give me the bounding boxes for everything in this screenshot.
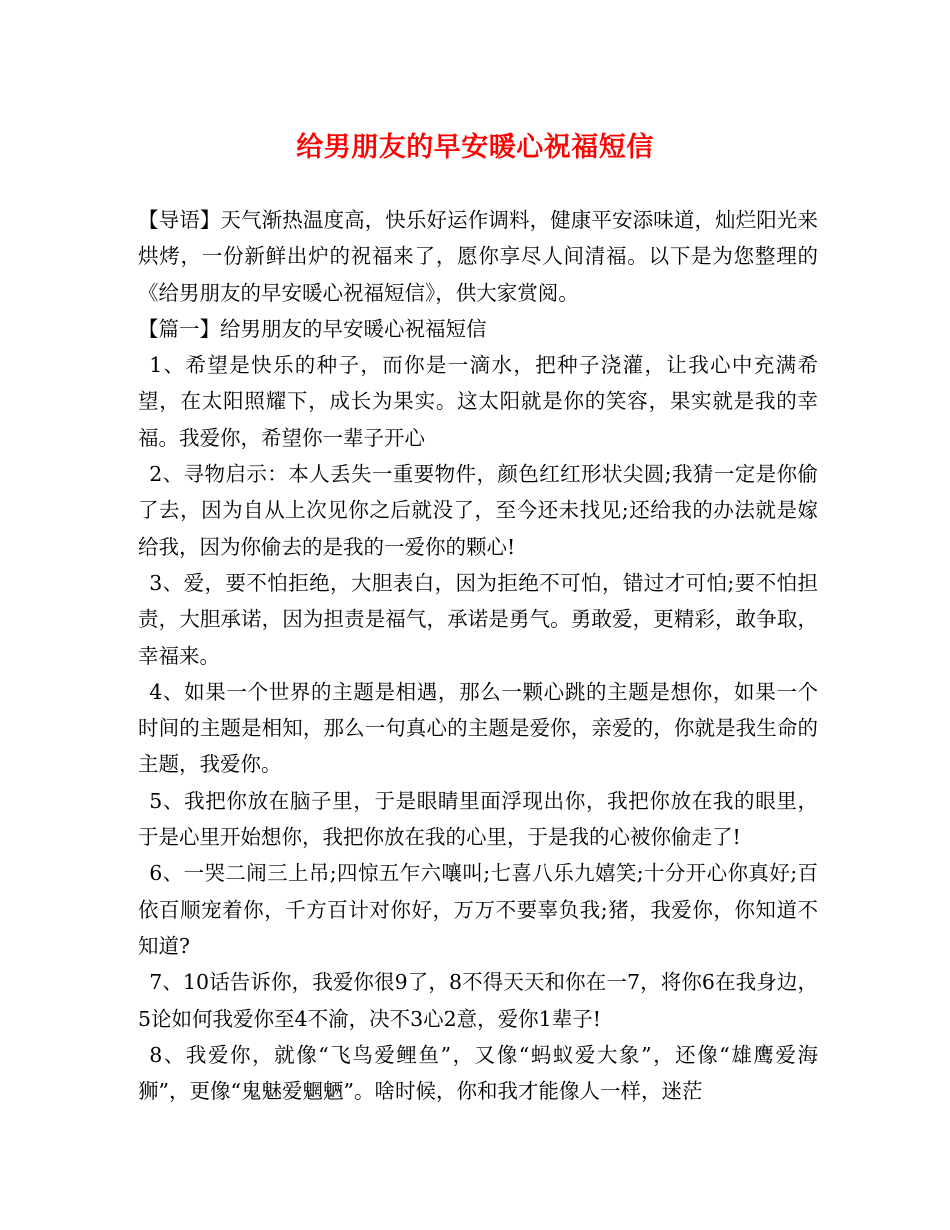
list-item: 1、希望是快乐的种子，而你是一滴水，把种子浇灌，让我心中充满希望，在太阳照耀下，成长为果实。这太阳就是你的笑容，果实就是我的幸福。我爱你，希望你一辈子开心 [138,353,818,450]
page-title: 给男朋友的早安暖心祝福短信 [296,132,654,163]
section-heading: 【篇一】给男朋友的早安暖心祝福短信 [138,316,487,341]
list-item: 7、10话告诉你，我爱你很9了，8不得天天和你在一7，将你6在我身边，5论如何我爱你至4不渝，决不3心2意，爱你1辈子! [138,970,818,1031]
list-item: 4、如果一个世界的主题是相遇，那么一颗心跳的主题是想你，如果一个时间的主题是相知，那么一句真心的主题是爱你，亲爱的，你就是我生命的主题，我爱你。 [138,679,818,777]
list-item: 8、我爱你，就像“飞鸟爱鲤鱼”，又像“蚂蚁爱大象”，还像“雄鹰爱海狮”，更像“鬼魅爱魍魉”。啥时候，你和我才能像人一样，迷茫 [138,1042,818,1104]
list-item: 3、爱，要不怕拒绝，大胆表白，因为拒绝不可怕，错过才可怕;要不怕担责，大胆承诺，因为担责是福气，承诺是勇气。勇敢爱，更精彩，敢争取，幸福来。 [138,570,818,668]
document-body [138,202,818,1109]
intro-paragraph: 【导语】天气渐热温度高，快乐好运作调料，健康平安添味道，灿烂阳光来烘烤，一份新鲜出炉的祝福来了，愿你享尽人间清福。以下是为您整理的《给男朋友的早安暖心祝福短信》，供大家赏阅。 [138,208,818,305]
list-item: 2、寻物启示：本人丢失一重要物件，颜色红红形状尖圆;我猜一定是你偷了去，因为自从上次见你之后就没了，至今还未找见;还给我的办法就是嫁给我，因为你偷去的是我的一爱你的颗心! [138,462,818,559]
list-item: 6、一哭二闹三上吊;四惊五乍六嚷叫;七喜八乐九嬉笑;十分开心你真好;百依百顺宠着你，千方百计对你好，万万不要辜负我;猪，我爱你，你知道不知道? [138,861,818,958]
list-item: 5、我把你放在脑子里，于是眼睛里面浮现出你，我把你放在我的眼里，于是心里开始想你，我把你放在我的心里，于是我的心被你偷走了! [138,788,818,850]
